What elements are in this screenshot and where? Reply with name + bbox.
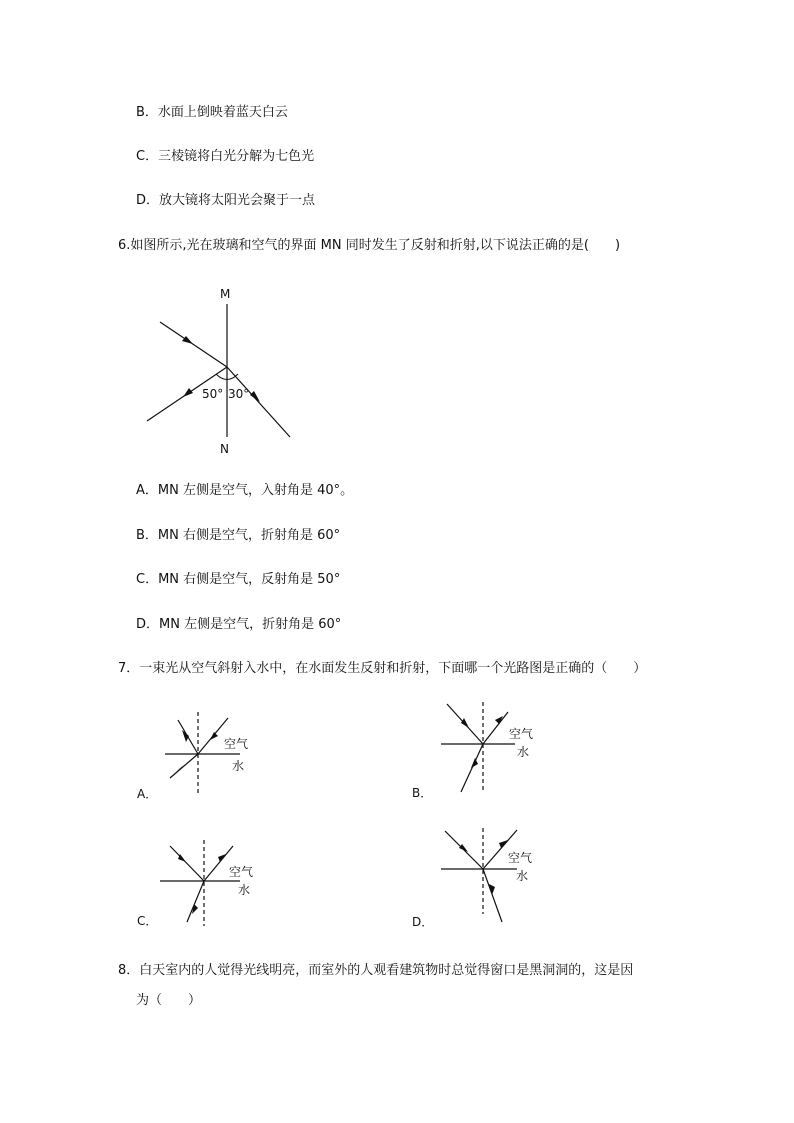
label-n: N — [220, 442, 229, 456]
incident-arrow — [459, 844, 468, 852]
refracted-ray — [170, 754, 198, 778]
q5-option-c: C．三棱镜将白光分解为七色光 — [136, 149, 315, 164]
q6-stem: 6.如图所示,光在玻璃和空气的界面 MN 同时发生了反射和折射,以下说法正确的是( ) — [118, 238, 621, 253]
label-water: 水 — [516, 869, 529, 883]
q5-option-b: B．水面上倒映着蓝天白云 — [136, 105, 288, 120]
angle-right-label: 30° — [228, 387, 250, 401]
q6-option-a: A．MN 左侧是空气，入射角是 40°。 — [136, 483, 354, 498]
reflected-ray — [483, 712, 508, 744]
reflected-arrow — [499, 840, 508, 848]
refracted-ray — [483, 869, 502, 922]
incident-ray — [160, 322, 227, 367]
refracted-ray — [227, 367, 290, 437]
q5-option-d: D．放大镜将太阳光会聚于一点 — [136, 193, 316, 208]
q7-stem: 7．一束光从空气斜射入水中，在水面发生反射和折射，下面哪一个光路图是正确的（ ） — [118, 661, 647, 676]
q7-diagram-c — [130, 838, 270, 938]
q8-stem-line2: 为（ ） — [136, 993, 202, 1008]
q8-stem-line1: 8．白天室内的人觉得光线明亮，而室外的人观看建筑物时总觉得窗口是黑洞洞的，这是因 — [118, 963, 634, 978]
incident-ray — [170, 846, 204, 881]
angle-left-label: 50° — [202, 387, 224, 401]
q6-option-c: C．MN 右侧是空气，反射角是 50° — [136, 572, 341, 587]
q6-option-d: D．MN 左侧是空气，折射角是 60° — [136, 617, 342, 632]
incident-arrow — [461, 718, 469, 728]
option-label-d: D． — [412, 915, 434, 929]
q6-option-b: B．MN 右侧是空气，折射角是 60° — [136, 528, 341, 543]
label-water: 水 — [232, 759, 245, 773]
option-label-b: B． — [412, 786, 433, 800]
reflected-arrow — [183, 388, 193, 397]
reflected-arrow — [218, 854, 226, 862]
q7-diagram-d — [405, 826, 545, 929]
incident-arrow — [210, 732, 218, 740]
label-air: 空气 — [224, 737, 249, 751]
option-label-a: A． — [137, 787, 158, 801]
label-water: 水 — [517, 745, 530, 759]
option-label-c: C． — [137, 914, 158, 928]
refracted-arrow — [250, 391, 260, 402]
q6-refraction-figure — [140, 282, 310, 462]
label-m: M — [220, 287, 231, 301]
q7-diagram-a — [130, 708, 270, 808]
refracted-arrow — [176, 765, 184, 772]
label-air: 空气 — [508, 851, 533, 865]
refracted-ray — [461, 744, 483, 792]
label-air: 空气 — [509, 727, 534, 741]
label-air: 空气 — [229, 865, 254, 879]
refracted-ray — [187, 881, 204, 922]
label-water: 水 — [238, 883, 251, 897]
q7-diagram-b — [405, 700, 545, 800]
refracted-arrow — [471, 758, 478, 768]
